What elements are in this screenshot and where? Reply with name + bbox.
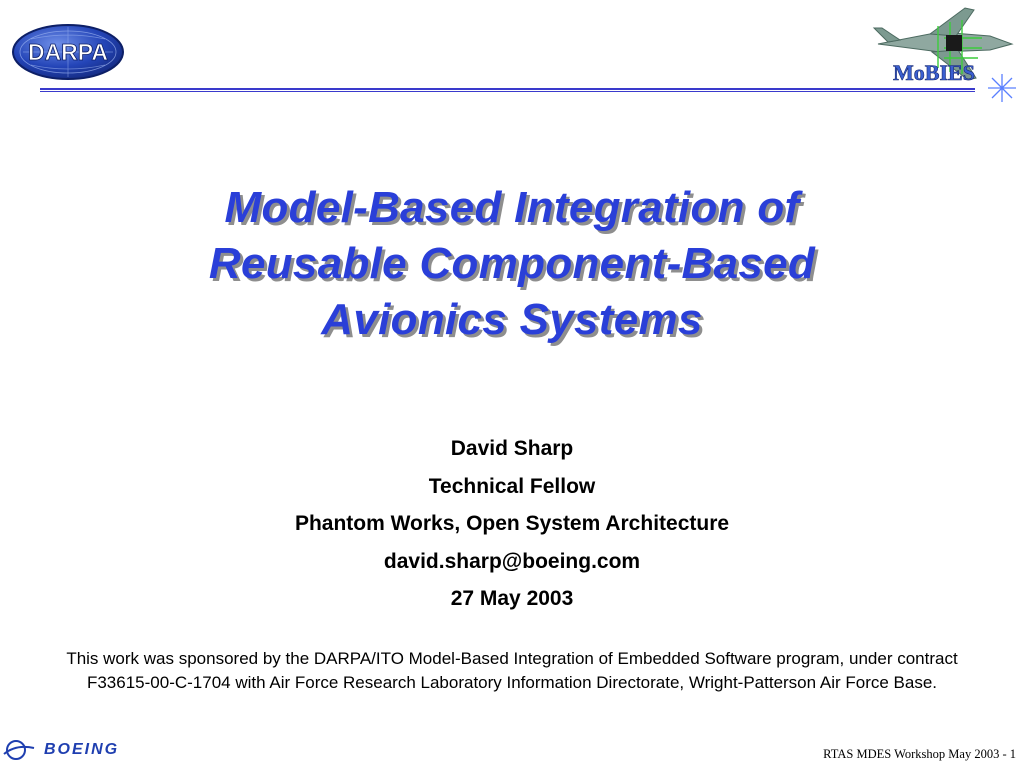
slide-title [100, 180, 924, 348]
title-line: Avionics Systems [321, 295, 703, 344]
author-email: david.sharp@boeing.com [383, 549, 641, 573]
author-organization: Phantom Works, Open System Architecture [294, 512, 730, 535]
boeing-logo-text: BOEING [44, 741, 120, 758]
mobies-logo-text: MoBIES [893, 60, 975, 85]
author-name: David Sharp [450, 437, 574, 460]
mobies-logo-icon [870, 2, 1018, 102]
header-divider [40, 88, 975, 92]
title-line: Model-Based Integration of [224, 183, 800, 232]
slide-footer: RTAS MDES Workshop May 2003 - 1 [823, 747, 1016, 761]
author-role: Technical Fellow [428, 474, 596, 498]
author-block [112, 430, 912, 618]
boeing-logo-icon [2, 736, 168, 762]
darpa-logo-text: DARPA [27, 39, 109, 65]
sponsor-statement: This work was sponsored by the DARPA/ITO Model-Based Integration of Embedded Software program, under contract F33615-00-C-1704 with Air Force Research Laboratory Information Directorate, Wright-Patterson Air Force Base. [66, 649, 958, 692]
title-line: Reusable Component-Based [208, 239, 816, 288]
darpa-logo-icon [11, 23, 125, 81]
presentation-date: 27 May 2003 [450, 587, 574, 610]
